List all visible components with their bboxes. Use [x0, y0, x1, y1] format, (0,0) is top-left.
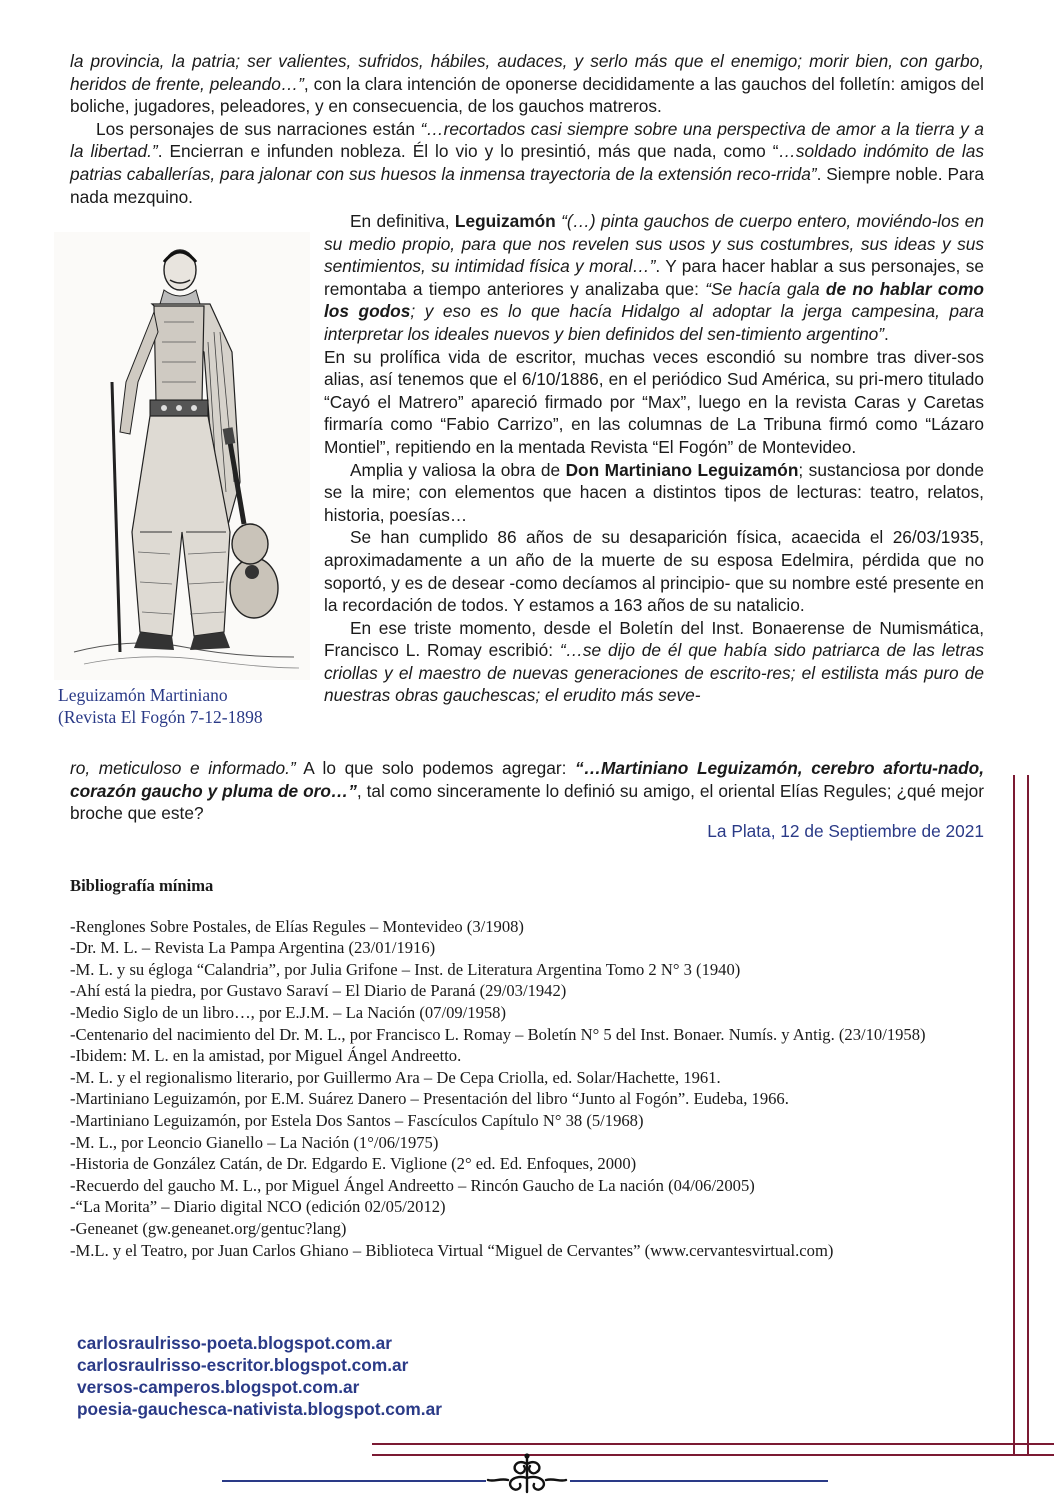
- blog-link-escritor[interactable]: carlosraulrisso-escritor.blogspot.com.ar: [77, 1355, 409, 1375]
- bibliography-item: -Recuerdo del gaucho M. L., por Miguel Ángel Andreetto – Rincón Gaucho de La nación (04/06/2005): [70, 1175, 755, 1195]
- paragraph-7: En ese triste momento, desde el Boletín del Inst. Bonaerense de Numismática, Francisco L. Romay escribió: “…se dijo de él que había sido patriarca de las letras criollas y el maestro de nuevas generaciones de escrito-res; el estilista más puro de nuestras obras gauchescas; el erudito más seve-: [324, 617, 984, 706]
- gaucho-engraving-image: [54, 232, 310, 680]
- bibliography-item: -Ahí está la piedra, por Gustavo Saraví – El Diario de Paraná (29/03/1942): [70, 981, 567, 1001]
- paragraph-1: la provincia, la patria; ser valientes, sufridos, hábiles, audaces, y serlo más que el enemigo; morir bien, con garbo, heridos de frente, peleando…”, con la clara intención de oponerse decididamente a las gauchos del folletín: amigos del boliche, jugadores, peleadores, y en consecuencia, de los gauchos matreros.: [70, 51, 984, 117]
- paragraph-5: Amplia y valiosa la obra de Don Martiniano Leguizamón; sustanciosa por donde se la mire; con elementos que hacen a distintos tipos de lecturas: teatro, relatos, historia, poesías…: [324, 459, 984, 525]
- bibliography-item: -Martiniano Leguizamón, por Estela Dos Santos – Fascículos Capítulo N° 38 (5/1968): [70, 1110, 644, 1130]
- frame-horizontal-line-1: [372, 1443, 1054, 1445]
- flourish-ornament-icon: [484, 1452, 570, 1496]
- bibliography-item: -M.L. y el Teatro, por Juan Carlos Ghiano – Biblioteca Virtual “Miguel de Cervantes” (www.cervantesvirtual.com): [70, 1240, 834, 1260]
- bibliography-item: -Dr. M. L. – Revista La Pampa Argentina (23/01/1916): [70, 938, 436, 958]
- blog-link-versos-camperos[interactable]: versos-camperos.blogspot.com.ar: [77, 1377, 360, 1397]
- paragraph-2: Los personajes de sus narraciones están “…recortados casi siempre sobre una perspectiva de amor a la tierra y a la libertad.”. Encierran e infunden nobleza. Él lo vio y lo presintió, más que nada, como “…soldado indómito de las patrias caballerías, para jalonar con sus huesos la inmensa trayectoria de la extensión reco-rrida”. Siempre noble. Para nada mezquino.: [70, 118, 984, 207]
- intro-text: [70, 50, 984, 208]
- footer-line-left: [222, 1480, 486, 1482]
- bibliography-title: Bibliografía mínima: [70, 876, 214, 895]
- bibliography-item: -Geneanet (gw.geneanet.org/gentuc?lang): [70, 1218, 347, 1238]
- blog-link-poesia-gauchesca[interactable]: poesia-gauchesca-nativista.blogspot.com.ar: [77, 1399, 442, 1419]
- paragraph-6: Se han cumplido 86 años de su desaparición física, acaecida el 26/03/1935, aproximadamente a un año de la muerte de su esposa Edelmira, pérdida que no soportó, y es de desear -como decíamos al principio- que su nombre esté presente en la recordación de todos. Y estamos a 163 años de su natalicio.: [324, 527, 984, 616]
- frame-horizontal-line-2: [372, 1454, 1054, 1456]
- frame-vertical-line-2: [1027, 775, 1029, 1455]
- bibliography-item: -Ibidem: M. L. en la amistad, por Miguel Ángel Andreetto.: [70, 1046, 462, 1066]
- bibliography-item: -Centenario del nacimiento del Dr. M. L., por Francisco L. Romay – Boletín N° 5 del Inst. Bonaer. Numís. y Antig. (23/10/1958): [70, 1024, 926, 1044]
- paragraph-4: En su prolífica vida de escritor, muchas veces escondió su nombre tras diver-sos alias, así tenemos que el 6/10/1886, en el periódico Sud América, su pri-mero titulado “Cayó el Matrero” apareció firmado por “Max”, luego en la revista Caras y Caretas firmaría como “Fabio Carrizo”, en las columnas de La Tribuna firmó como “Lázaro Montiel”, repitiendo en la mentada Revista “El Fogón” de Montevideo.: [324, 346, 984, 457]
- blog-links: [77, 1332, 442, 1420]
- closing-text: [70, 757, 984, 825]
- bibliography-item: -Renglones Sobre Postales, de Elías Regules – Montevideo (3/1908): [70, 916, 524, 936]
- place-date: La Plata, 12 de Septiembre de 2021: [707, 821, 984, 841]
- bibliography-item: -M. L., por Leoncio Gianello – La Nación (1°/06/1975): [70, 1132, 439, 1152]
- main-column-text: [324, 210, 984, 707]
- bibliography-item: -M. L. y el regionalismo literario, por Guillermo Ara – De Cepa Criolla, ed. Solar/Hachette, 1961.: [70, 1067, 721, 1087]
- footer-line-right: [570, 1480, 828, 1482]
- bibliography: [70, 875, 984, 1261]
- frame-vertical-line-1: [1013, 775, 1015, 1455]
- paragraph-8: ro, meticuloso e informado.” A lo que solo podemos agregar: “…Martiniano Leguizamón, cerebro afortu-nado, corazón gaucho y pluma de oro…”, tal como sinceramente lo definió su amigo, el oriental Elías Regules; ¿qué mejor broche que este?: [70, 758, 984, 824]
- bibliography-item: -Historia de González Catán, de Dr. Edgardo E. Viglione (2° ed. Ed. Enfoques, 2000): [70, 1154, 637, 1174]
- bibliography-item: -“La Morita” – Diario digital NCO (edición 02/05/2012): [70, 1197, 446, 1217]
- bibliography-item: -Martiniano Leguizamón, por E.M. Suárez Danero – Presentación del libro “Junto al Fogón”. Eudeba, 1966.: [70, 1089, 789, 1109]
- figure-caption: Leguizamón Martiniano (Revista El Fogón 7-12-1898: [58, 685, 263, 727]
- bibliography-list: [70, 916, 984, 1262]
- bibliography-item: -Medio Siglo de un libro…, por E.J.M. – La Nación (07/09/1958): [70, 1002, 506, 1022]
- bibliography-item: -M. L. y su égloga “Calandria”, por Julia Grifone – Inst. de Literatura Argentina Tomo 2 N° 3 (1940): [70, 959, 741, 979]
- paragraph-3: En definitiva, Leguizamón “(…) pinta gauchos de cuerpo entero, moviéndo-los en su medio propio, para que nos revelen sus usos y sus costumbres, sus ideas y sus sentimientos, su intimidad física y moral…”. Y para hacer hablar a sus personajes, se remontaba a tiempo anteriores y analizaba que: “Se hacía gala de no hablar como los godos; y eso es lo que hacía Hidalgo al adoptar la jerga campesina, para interpretar los ideales nuevos y bien definidos del sen-timiento argentino”.: [324, 211, 984, 344]
- portrait-illustration: [54, 232, 310, 680]
- blog-link-poeta[interactable]: carlosraulrisso-poeta.blogspot.com.ar: [77, 1333, 392, 1353]
